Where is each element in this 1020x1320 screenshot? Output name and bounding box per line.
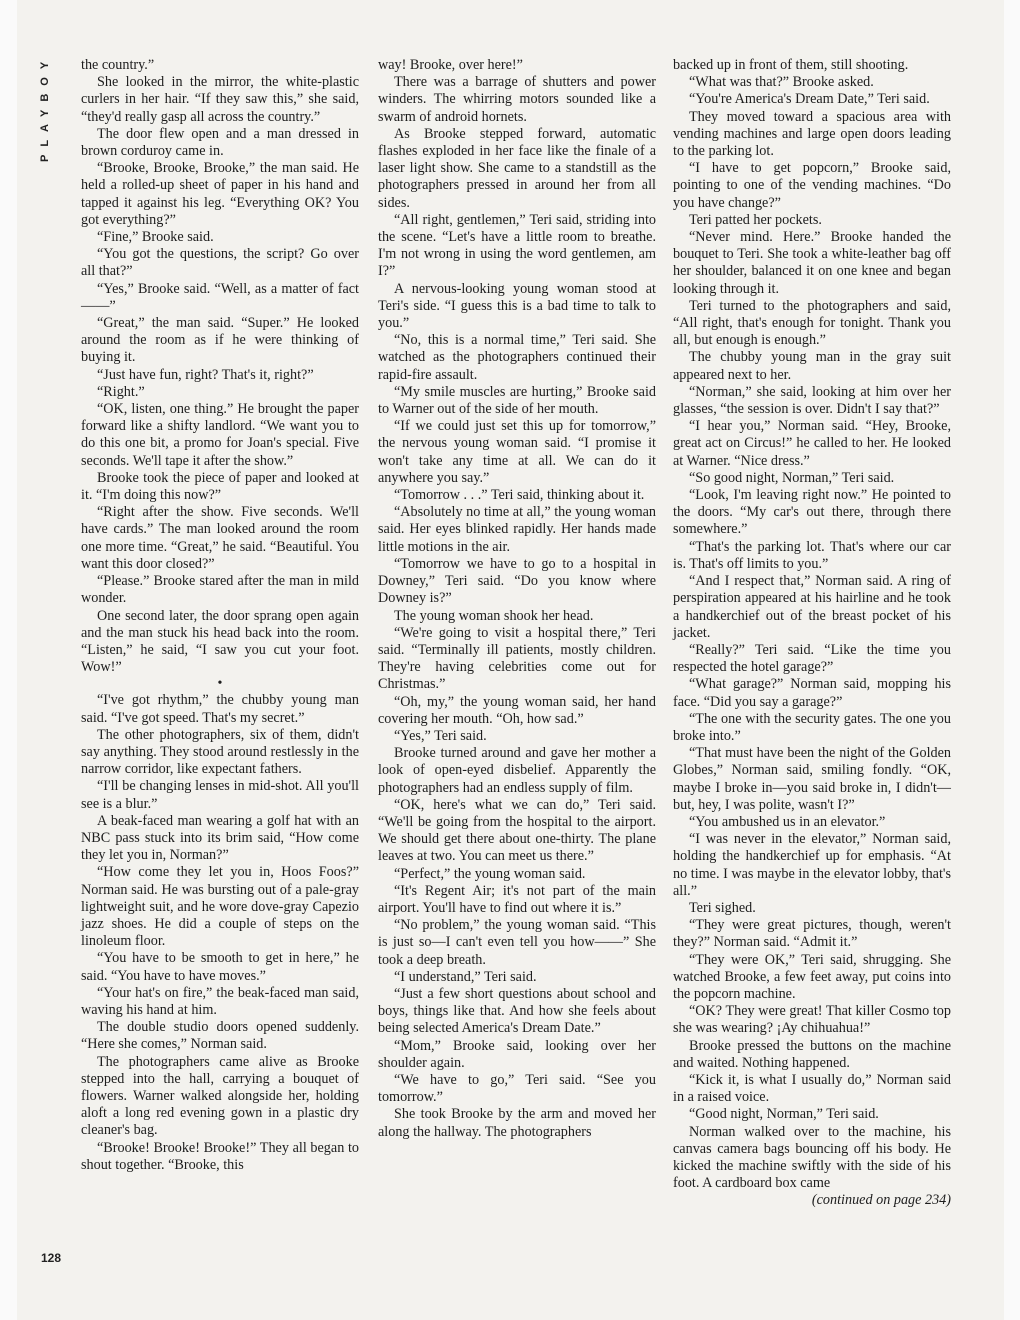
paragraph: Brooke turned around and gave her mother a look of open-eyed disbelief. Apparently the photographers had an endless supply of film. bbox=[378, 745, 656, 796]
paragraph: Teri patted her pockets. bbox=[689, 211, 822, 228]
paragraph: “Never mind. Here.” Brooke handed the bouquet to Teri. She took a white-leather bag off her shoulder, balanced it on one knee and began looking through it. bbox=[673, 229, 951, 297]
paragraph: They moved toward a spacious area with vending machines and large open doors leading to the parking lot. bbox=[673, 108, 951, 160]
paragraph: “I hear you,” Norman said. “Hey, Brooke, great act on Circus!” he called to her. He looked at Warner. “Nice dress.” bbox=[673, 418, 951, 469]
paragraph: “Tomorrow we have to go to a hospital in Downey,” Teri said. “Do you know where Downey is?” bbox=[378, 555, 656, 607]
paragraph: She looked in the mirror, the white-plastic curlers in her hair. “If they saw this,” she said, “they'd really gasp all across the country.” bbox=[81, 74, 359, 125]
paragraph: “I was never in the elevator,” Norman said, holding the handkerchief up for emphasis. “At no time. I was maybe in the elevator lobby, that's all.” bbox=[673, 831, 951, 899]
page-number: 128 bbox=[41, 1251, 62, 1265]
paragraph: “OK? They were great! That killer Cosmo top she was wearing? ¡Ay chihuahua!” bbox=[673, 1003, 951, 1037]
paragraph: “What garage?” Norman said, mopping his face. “Did you say a garage?” bbox=[673, 676, 951, 710]
paragraph: “How come they let you in, Hoos Foos?” Norman said. He was bursting out of a pale-gray lightweight suit, and he wore dove-gray Capezio jazz shoes. He did a couple of steps on the linoleum floor. bbox=[81, 864, 359, 950]
paragraph: “Oh, my,” the young woman said, her hand covering her mouth. “Oh, how sad.” bbox=[378, 693, 656, 727]
paragraph: (continued on page 234) bbox=[811, 1192, 951, 1209]
paragraph: A beak-faced man wearing a golf hat with an NBC pass stuck into its brim said, “How come they let you in, Norman?” bbox=[81, 812, 359, 864]
paragraph: “I've got rhythm,” the chubby young man said. “I've got speed. That's my secret.” bbox=[81, 692, 359, 726]
paragraph: “Kick it, is what I usually do,” Norman said in a raised voice. bbox=[673, 1071, 951, 1106]
paragraph: “Norman,” she said, looking at him over her glasses, “the session is over. Didn't I say that?” bbox=[673, 383, 951, 418]
paragraph: “Look, I'm leaving right now.” He pointed to the doors. “My car's out there, through there somewhere.” bbox=[673, 487, 951, 538]
paragraph: There was a barrage of shutters and power winders. The whirring motors sounded like a swarm of android hornets. bbox=[378, 74, 656, 125]
paragraph: “Absolutely no time at all,” the young woman said. Her eyes blinked rapidly. Her hands made little motions in the air. bbox=[378, 504, 656, 555]
paragraph: She took Brooke by the arm and moved her along the hallway. The photographers bbox=[378, 1106, 656, 1140]
magazine-name: PLAYBOY bbox=[39, 54, 51, 163]
paragraph: “I have to get popcorn,” Brooke said, pointing to one of the vending machines. “Do you have change?” bbox=[673, 160, 951, 211]
paragraph: “Brooke! Brooke! Brooke!” They all began to shout together. “Brooke, this bbox=[81, 1139, 359, 1173]
paragraph: The young woman shook her head. bbox=[394, 607, 594, 624]
paragraph: The chubby young man in the gray suit appeared next to her. bbox=[673, 349, 951, 383]
paragraph: “They were OK,” Teri said, shrugging. She watched Brooke, a few feet away, put coins into the popcorn machine. bbox=[673, 951, 951, 1002]
paragraph: As Brooke stepped forward, automatic flashes exploded in her face like the finale of a laser light show. She came to a standstill as the photographers pressed in around her from all sides. bbox=[378, 125, 656, 211]
paragraph: One second later, the door sprang open again and the man stuck his head back into the room. “Listen,” he said, “I saw you cut your foot. Wow!” bbox=[81, 607, 359, 676]
paragraph: “That's the parking lot. That's where our car is. That's off limits to you.” bbox=[673, 538, 951, 572]
paragraph: “You got the questions, the script? Go over all that?” bbox=[81, 246, 359, 280]
paragraph: “No, this is a normal time,” Teri said. She watched as the photographers continued their rapid-fire assault. bbox=[378, 332, 656, 383]
paragraph: the country.” bbox=[81, 57, 155, 73]
paragraph: Teri sighed. bbox=[689, 899, 756, 916]
paragraph: “Fine,” Brooke said. bbox=[97, 229, 214, 246]
paragraph: Norman walked over to the machine, his canvas camera bags bouncing off his body. He kicked the machine swiftly with the side of his foot. A cardboard box came bbox=[673, 1123, 951, 1192]
paragraph: “All right, gentlemen,” Teri said, striding into the scene. “Let's have a little room to breathe. I'm not wrong in using the word gentlemen, am I?” bbox=[378, 211, 656, 280]
paragraph: “We have to go,” Teri said. “See you tomorrow.” bbox=[378, 1071, 656, 1106]
paragraph: “Just a few short questions about school and boys, things like that. And how she feels about being selected America's Dream Date.” bbox=[378, 985, 656, 1037]
paragraph: “Great,” the man said. “Super.” He looked around the room as if he were thinking of buying it. bbox=[81, 315, 359, 366]
paragraph: Brooke pressed the buttons on the machine and waited. Nothing happened. bbox=[673, 1037, 951, 1071]
paragraph: “Mom,” Brooke said, looking over her shoulder again. bbox=[378, 1037, 656, 1071]
paragraph: “Brooke, Brooke, Brooke,” the man said. He held a rolled-up sheet of paper in his hand and tapped it against his leg. “Everything OK? You got everything?” bbox=[81, 160, 359, 228]
paragraph: “Really?” Teri said. “Like the time you respected the hotel garage?” bbox=[673, 641, 951, 676]
paragraph: “It's Regent Air; it's not part of the main airport. You'll have to find out where it is.” bbox=[378, 882, 656, 916]
paragraph: “Yes,” Teri said. bbox=[394, 727, 487, 744]
paragraph: “I'll be changing lenses in mid-shot. All you'll see is a blur.” bbox=[81, 778, 359, 812]
article-column-1 bbox=[81, 57, 359, 1174]
paragraph: “What was that?” Brooke asked. bbox=[689, 74, 874, 91]
paragraph: The double studio doors opened suddenly. “Here she comes,” Norman said. bbox=[81, 1019, 359, 1053]
paragraph: The photographers came alive as Brooke stepped into the hall, carrying a bouquet of flowers. Warner walked alongside her, holding aloft a long red evening gown in a plastic dry cleaner's bag. bbox=[81, 1053, 359, 1139]
paragraph: “OK, listen, one thing.” He brought the paper forward like a shifty landlord. “We want you to do this one bit, a promo for Joan's special. Five seconds. We'll tape it after the show.” bbox=[81, 401, 359, 469]
paragraph: “No problem,” the young woman said. “This is just so—I can't even tell you how——” She took a deep breath. bbox=[378, 917, 656, 968]
paragraph: “So good night, Norman,” Teri said. bbox=[689, 469, 895, 486]
paragraph: way! Brooke, over here!” bbox=[378, 57, 523, 73]
paragraph: “We're going to visit a hospital there,” Teri said. “Terminally ill patients, mostly children. They're having celebrities come out for Christmas.” bbox=[378, 624, 656, 693]
paragraph: “Please.” Brooke stared after the man in mild wonder. bbox=[81, 573, 359, 607]
paragraph: “The one with the security gates. The one you broke into.” bbox=[673, 710, 951, 744]
paragraph: “You're America's Dream Date,” Teri said. bbox=[689, 91, 930, 108]
paragraph: “And I respect that,” Norman said. A ring of perspiration appeared at his hairline and he took a handkerchief out of the breast pocket of his jacket. bbox=[673, 573, 951, 641]
paragraph: backed up in front of them, still shooting. bbox=[673, 57, 909, 73]
paragraph: “Your hat's on fire,” the beak-faced man said, waving his hand at him. bbox=[81, 984, 359, 1018]
paragraph: “Perfect,” the young woman said. bbox=[394, 865, 586, 882]
paragraph: Brooke took the piece of paper and looked at it. “I'm doing this now?” bbox=[81, 469, 359, 504]
article-column-3 bbox=[673, 57, 951, 1210]
paragraph: “I understand,” Teri said. bbox=[394, 968, 537, 985]
paragraph: • bbox=[217, 676, 223, 692]
paragraph: “Right.” bbox=[97, 383, 145, 400]
paragraph: “If we could just set this up for tomorrow,” the nervous young woman said. “I promise it won't take any time at all. We can do it anywhere you say.” bbox=[378, 418, 656, 486]
paragraph: “They were great pictures, though, weren't they?” Norman said. “Admit it.” bbox=[673, 917, 951, 951]
paragraph: “That must have been the night of the Golden Globes,” Norman said, smiling fondly. “OK, maybe I broke in—you said broke in, I didn't—but, hey, I was polite, wasn't I?” bbox=[673, 745, 951, 813]
article-column-2 bbox=[378, 57, 656, 1141]
paragraph: Teri turned to the photographers and said, “All right, that's enough for tonight. Thank you all, but enough is enough.” bbox=[673, 297, 951, 349]
paragraph: The door flew open and a man dressed in brown corduroy came in. bbox=[81, 125, 359, 160]
paragraph: The other photographers, six of them, didn't say anything. They stood around restlessly in the narrow corridor, like expectant fathers. bbox=[81, 726, 359, 778]
paragraph: “You have to be smooth to get in here,” he said. “You have to have moves.” bbox=[81, 950, 359, 984]
paragraph: “Good night, Norman,” Teri said. bbox=[689, 1106, 879, 1123]
paragraph: “Right after the show. Five seconds. We'll have cards.” The man looked around the room one more time. “Great,” he said. “Beautiful. You want this door closed?” bbox=[81, 504, 359, 572]
paragraph: “Yes,” Brooke said. “Well, as a matter of fact——” bbox=[81, 280, 359, 314]
paragraph: “Tomorrow . . .” Teri said, thinking about it. bbox=[394, 487, 645, 504]
paragraph: “My smile muscles are hurting,” Brooke said to Warner out of the side of her mouth. bbox=[378, 383, 656, 418]
paragraph: “Just have fun, right? That's it, right?” bbox=[97, 366, 314, 383]
paragraph: A nervous-looking young woman stood at Teri's side. “I guess this is a bad time to talk to you.” bbox=[378, 280, 656, 332]
paragraph: “You ambushed us in an elevator.” bbox=[689, 813, 886, 830]
paragraph: “OK, here's what we can do,” Teri said. “We'll be going from the hospital to the airport. We should get there about one-thirty. The plane leaves at two. You can meet us there.” bbox=[378, 796, 656, 865]
